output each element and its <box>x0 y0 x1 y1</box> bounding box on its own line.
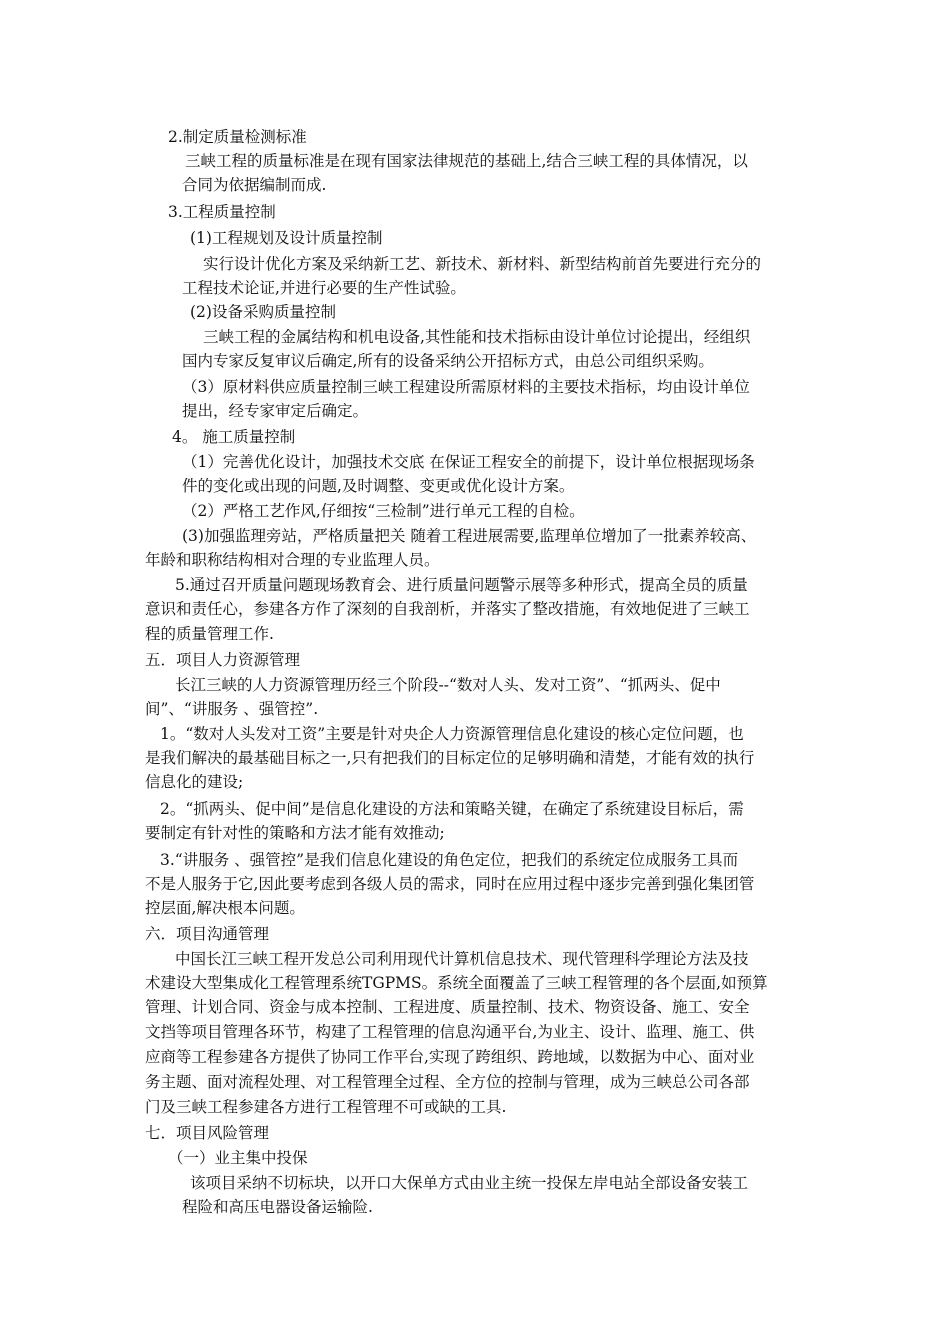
paragraph-line: 工程技术论证,并进行必要的生产性试验。 <box>182 279 466 297</box>
paragraph-line: 2。“抓两头、促中间”是信息化建设的方法和策略关键，在确定了系统建设目标后，需 <box>160 800 744 818</box>
heading-communication: 六．项目沟通管理 <box>145 925 270 943</box>
heading-quality-control: 3.工程质量控制 <box>168 203 276 221</box>
paragraph-line: 是我们解决的最基础目标之一,只有把我们的目标定位的足够明确和清楚，才能有效的执行 <box>145 749 755 767</box>
paragraph-line: 该项目采纳不切标块，以开口大保单方式由业主统一投保左岸电站全部设备安装工 <box>190 1174 749 1192</box>
paragraph-line: 长江三峡的人力资源管理历经三个阶段--“数对人头、发对工资”、“抓两头、促中 <box>175 676 721 694</box>
heading-human-resources: 五．项目人力资源管理 <box>145 651 301 669</box>
paragraph-line: 提出，经专家审定后确定。 <box>182 402 369 420</box>
paragraph-line: 中国长江三峡工程开发总公司利用现代计算机信息技术、现代管理科学理论方法及技 <box>175 950 749 968</box>
paragraph-line: 三峡工程的质量标准是在现有国家法律规范的基础上,结合三峡工程的具体情况，以 <box>185 152 748 170</box>
paragraph-line: 程的质量管理工作. <box>145 625 274 643</box>
heading-construction-control: 4。 施工质量控制 <box>172 428 296 446</box>
paragraph-line: 文挡等项目管理各环节，构建了工程管理的信息沟通平台,为业主、设计、监理、施工、供 <box>145 1023 755 1041</box>
paragraph-line: 信息化的建设; <box>145 773 244 791</box>
paragraph-line: 务主题、面对流程处理、对工程管理全过程、全方位的控制与管理，成为三峡总公司各部 <box>145 1073 750 1091</box>
paragraph-line: 年龄和职称结构相对合理的专业监理人员。 <box>145 551 440 569</box>
subheading-design-control: (1)工程规划及设计质量控制 <box>190 229 383 247</box>
paragraph-line: 国内专家反复审议后确定,所有的设备采纳公开招标方式，由总公司组织采购。 <box>182 352 714 370</box>
paragraph-line: 合同为依据编制而成. <box>182 176 327 194</box>
paragraph-line: 应商等工程参建各方提供了协同工作平台,实现了跨组织、跨地域，以数据为中心、面对业 <box>145 1048 755 1066</box>
paragraph-line: 实行设计优化方案及采纳新工艺、新技术、新材料、新型结构前首先要进行充分的 <box>203 255 762 273</box>
paragraph-line: 件的变化或出现的问题,及时调整、变更或优化设计方案。 <box>182 477 575 495</box>
paragraph-line: 控层面,解决根本问题。 <box>145 899 305 917</box>
subheading-equipment-procurement: (2)设备采购质量控制 <box>190 303 336 321</box>
paragraph-line: 不是人服务于它,因此要考虑到各级人员的需求，同时在应用过程中逐步完善到强化集团管 <box>145 875 755 893</box>
paragraph-line: 1。“数对人头发对工资”主要是针对央企人力资源管理信息化建设的核心定位问题，也 <box>160 725 744 743</box>
paragraph-line: 管理、计划合同、资金与成本控制、工程进度、质量控制、技术、物资设备、施工、安全 <box>145 998 750 1016</box>
heading-risk-management: 七．项目风险管理 <box>145 1124 270 1142</box>
paragraph-line: 门及三峡工程参建各方进行工程管理不可或缺的工具. <box>145 1098 507 1116</box>
paragraph-line: （2）严格工艺作风,仔细按“三检制”进行单元工程的自检。 <box>182 502 585 520</box>
paragraph-line: 间”、“讲服务 、强管控”. <box>145 700 319 718</box>
paragraph-line: 5.通过召开质量问题现场教育会、进行质量问题警示展等多种形式，提高全员的质量 <box>175 576 748 594</box>
paragraph-line: (3)加强监理旁站，严格质量把关 随着工程进展需要,监理单位增加了一批素养较高、 <box>182 527 757 545</box>
paragraph-line: 要制定有针对性的策略和方法才能有效推动; <box>145 824 445 842</box>
paragraph-line: 三峡工程的金属结构和机电设备,其性能和技术指标由设计单位讨论提出，经组织 <box>203 328 751 346</box>
paragraph-line: 程险和高压电器设备运输险. <box>182 1198 373 1216</box>
paragraph-line: （3）原材料供应质量控制三峡工程建设所需原材料的主要技术指标，均由设计单位 <box>182 378 750 396</box>
subheading-owner-insurance: （一）业主集中投保 <box>168 1149 308 1167</box>
paragraph-line: 3.“讲服务 、强管控”是我们信息化建设的角色定位，把我们的系统定位成服务工具而 <box>160 851 739 869</box>
heading-quality-standard: 2.制定质量检测标准 <box>168 128 307 146</box>
paragraph-line: （1）完善优化设计，加强技术交底 在保证工程安全的前提下，设计单位根据现场条 <box>182 453 755 471</box>
paragraph-line: 意识和责任心，参建各方作了深刻的自我剖析，并落实了整改措施，有效地促进了三峡工 <box>145 600 750 618</box>
paragraph-line: 术建设大型集成化工程管理系统TGPMS。系统全面覆盖了三峡工程管理的各个层面,如预算 <box>145 974 768 992</box>
